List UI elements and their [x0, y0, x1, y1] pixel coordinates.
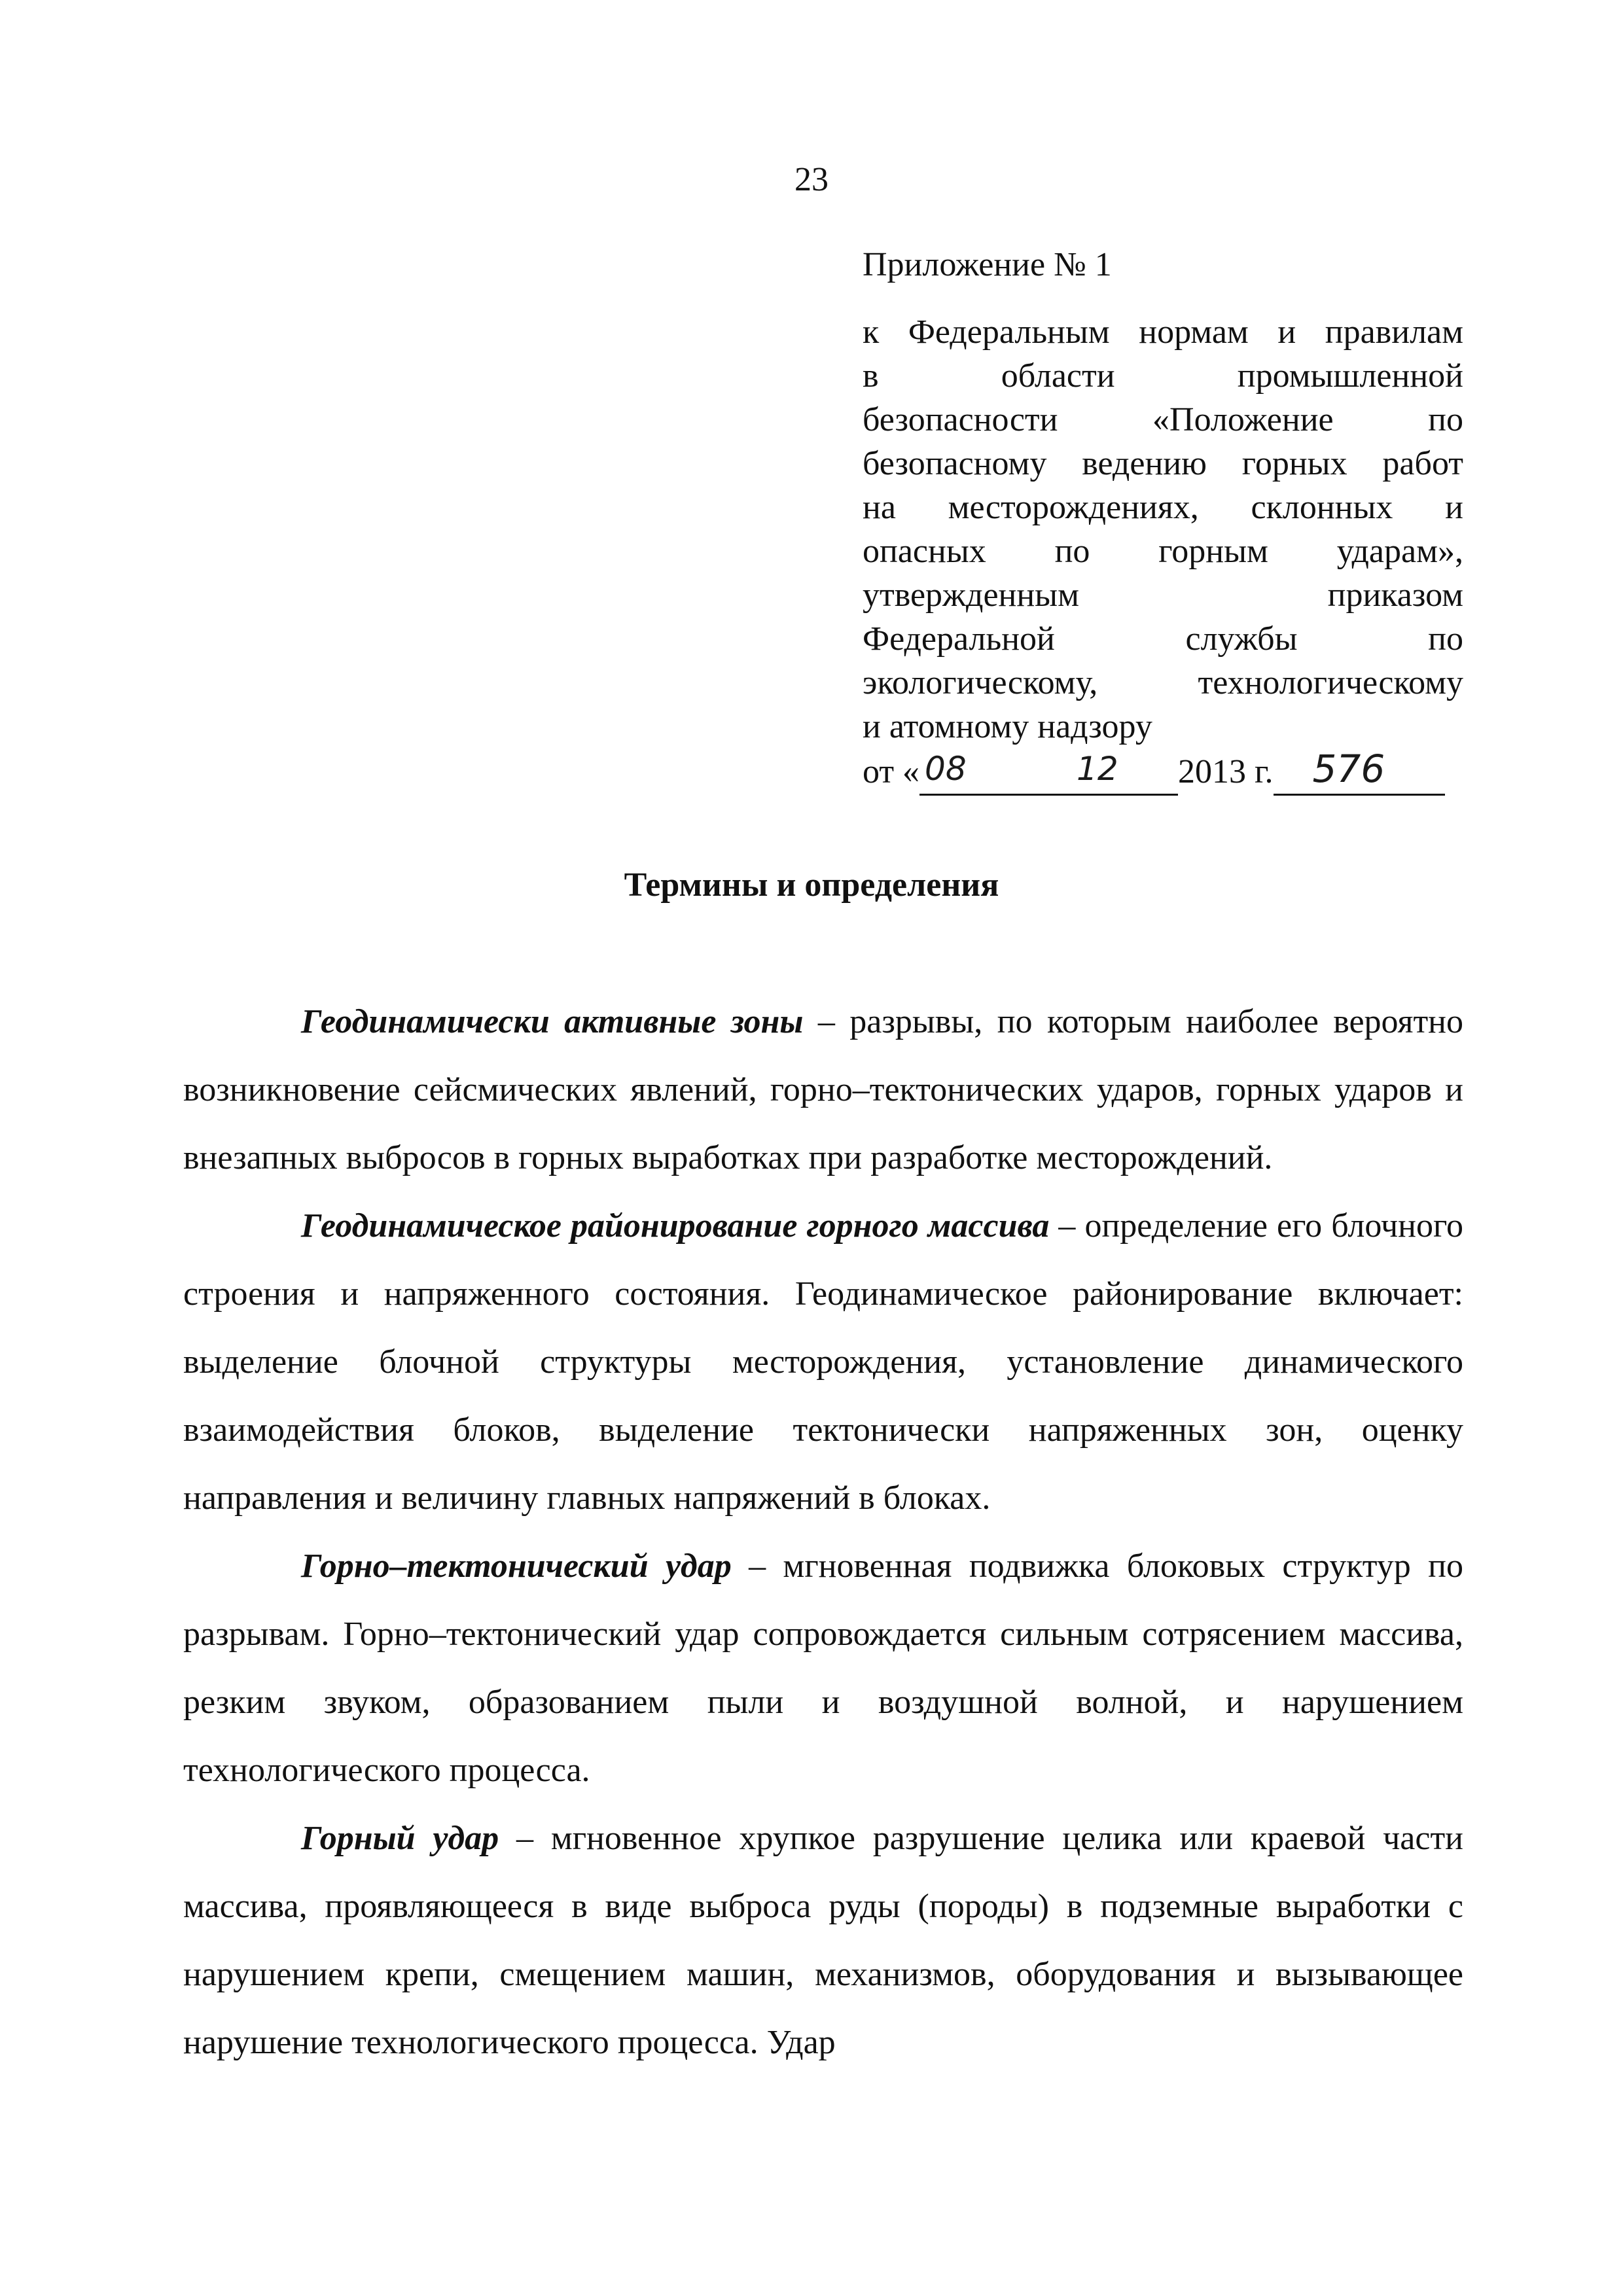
handwritten-month: 12: [1077, 750, 1118, 788]
definition-text: – определение его блочного строения и напряженного состояния. Геодинамическое районирование включает: выделение блочной структуры месторождения, установление динамического взаимодействия блоков, выделение тектонически напряженных зон, оценку направления и величину главных напряжений в блоках.: [183, 1207, 1463, 1517]
appendix-line: безопасности «Положение по: [863, 401, 1463, 438]
date-year: 2013 г.: [1178, 753, 1274, 790]
order-date-line: [863, 749, 1463, 796]
appendix-line: Федеральной службы по: [863, 620, 1463, 658]
appendix-line: в области промышленной: [863, 357, 1463, 395]
page-number: 23: [794, 161, 829, 198]
definition-text: – мгновенная подвижка блоковых структур по разрывам. Горно–тектонический удар сопровождается сильным сотрясением массива, резким звуком, образованием пыли и воздушной волной, и нарушением технологического процесса.: [183, 1547, 1463, 1789]
definition-paragraph: [183, 1805, 1463, 2077]
definition-paragraph: [183, 1532, 1463, 1805]
definition-paragraph: [183, 1192, 1463, 1532]
definition-term: Горный удар: [301, 1820, 499, 1857]
appendix-line: экологическому, технологическому: [863, 664, 1463, 701]
appendix-line: к Федеральным нормам и правилам: [863, 313, 1463, 351]
appendix-line: и атомному надзору: [863, 708, 1152, 745]
month-field: [1044, 750, 1178, 796]
day-field: [919, 750, 1044, 796]
section-heading: Термины и определения: [624, 866, 999, 904]
definition-text: – мгновенное хрупкое разрушение целика или краевой части массива, проявляющееся в виде выброса руды (породы) в подземные выработки с нарушением крепи, смещением машин, механизмов, оборудования и вызывающее нарушение технологического процесса. Удар: [183, 1820, 1464, 2061]
definitions-body: [183, 988, 1463, 2077]
handwritten-day: 08: [925, 750, 967, 788]
definition-text: – разрывы, по которым наиболее вероятно возникновение сейсмических явлений, горно–тектонических ударов, горных ударов и внезапных выбросов в горных выработках при разработке месторождений.: [183, 1003, 1464, 1176]
appendix-line: на месторождениях, склонных и: [863, 489, 1463, 526]
order-number-field: [1274, 747, 1445, 796]
definition-term: Геодинамическое районирование горного массива: [301, 1207, 1050, 1245]
appendix-line: опасных по горным ударам»,: [863, 533, 1463, 570]
definition-paragraph: [183, 988, 1463, 1192]
appendix-title: Приложение № 1: [863, 246, 1112, 283]
date-prefix: от «: [863, 753, 920, 790]
appendix-line: утвержденным приказом: [863, 576, 1463, 614]
definition-term: Горно–тектонический удар: [301, 1547, 732, 1585]
appendix-reference-block: [863, 310, 1463, 796]
definition-term: Геодинамически активные зоны: [301, 1003, 804, 1040]
appendix-line: безопасному ведению горных работ: [863, 445, 1463, 482]
handwritten-order-number: 576: [1312, 747, 1385, 791]
